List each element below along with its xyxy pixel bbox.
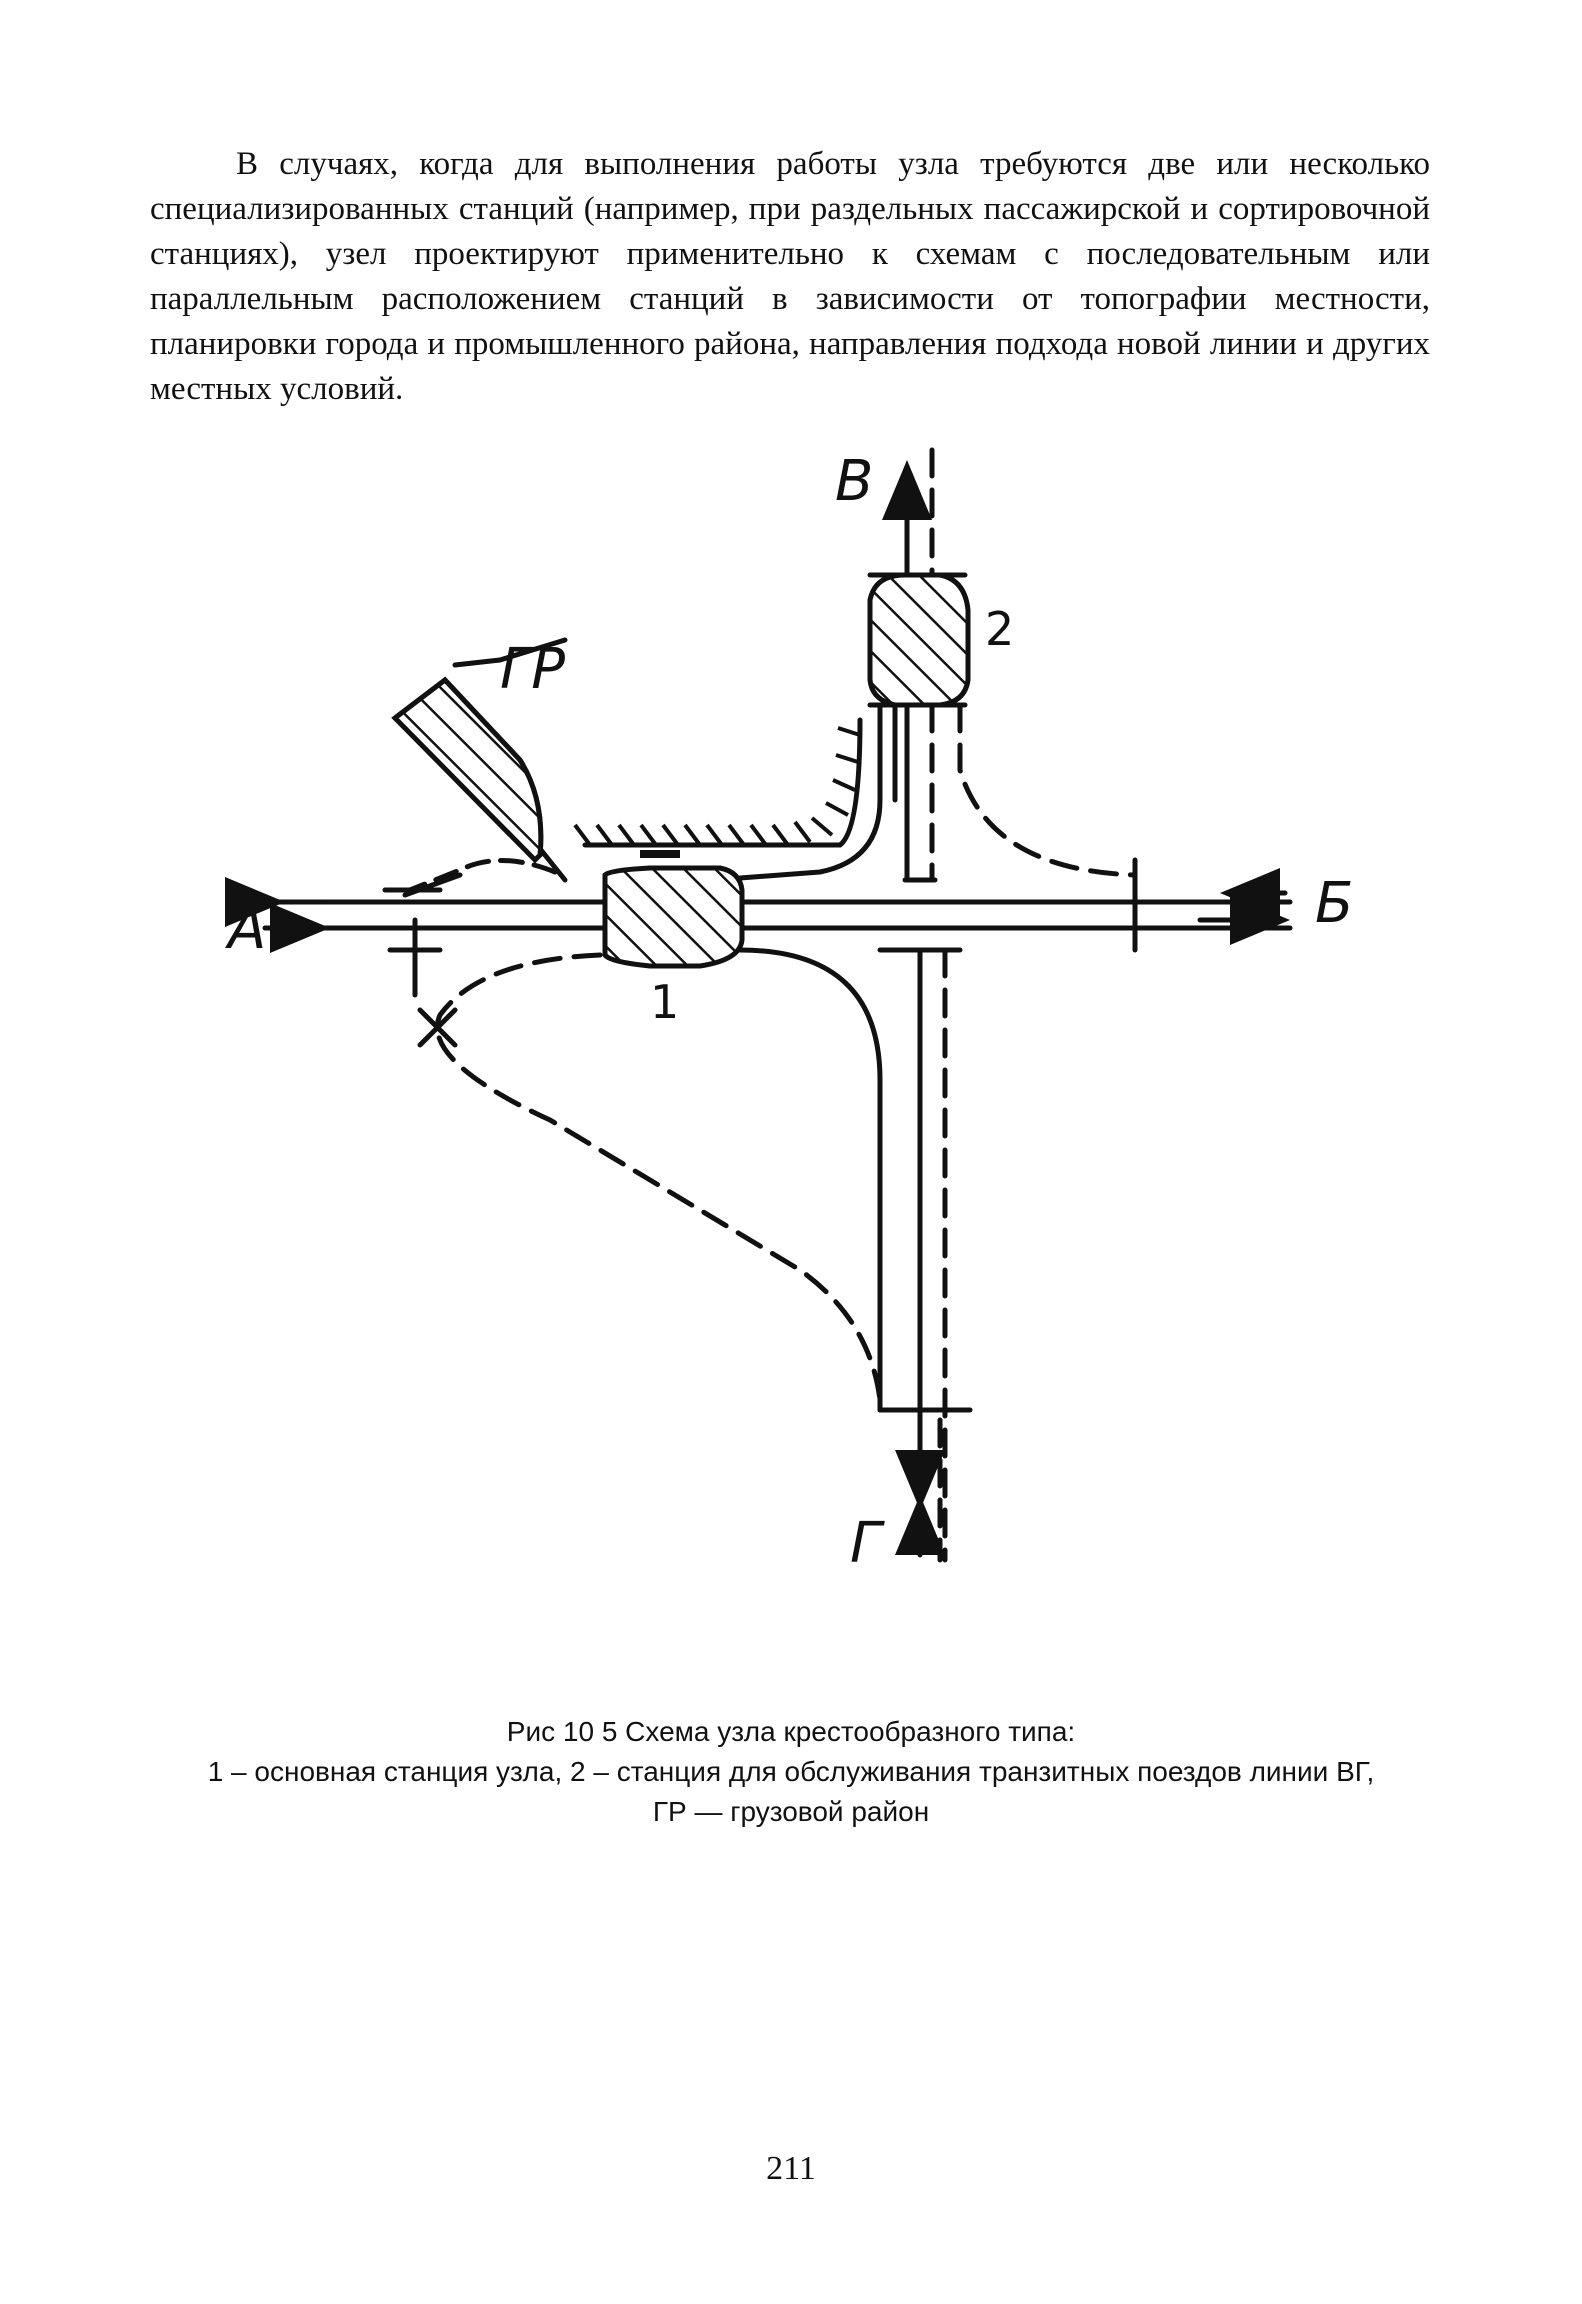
label-a: А <box>228 897 267 962</box>
figure-caption <box>100 1712 1482 1832</box>
dashed-curve-v-b <box>960 705 1135 875</box>
body-paragraph: В случаях, когда для выполнения работы узла требуются две или несколько специализированных станций (например, при раздельных пассажирской и сортировочной станциях), узел проектируют применительно к схемам с последовательным или параллельным расположением станций в зависимости от топографии местности, планировки города и промышленного района, направления подхода новой линии и других местных условий. <box>150 146 1430 407</box>
label-g: Г <box>850 1511 882 1576</box>
station-1 <box>605 868 742 966</box>
caption-title: Рис 10 5 Схема узла крестообразного типа: <box>506 1716 1076 1747</box>
caption-legend-2: ГР — грузовой район <box>652 1796 930 1827</box>
page-number: 211 <box>766 2150 816 2187</box>
caption-legend-1: 1 – основная станция узла, 2 – станция для обслуживания транзитных поездов линии ВГ, <box>207 1756 1375 1787</box>
freight-area <box>395 680 541 860</box>
label-v: В <box>835 449 874 514</box>
label-gr: ГР <box>500 637 565 702</box>
platform-mark <box>640 850 680 858</box>
label-station-2: 2 <box>985 602 1015 656</box>
label-station-1: 1 <box>650 975 680 1029</box>
embankment-ticks <box>575 728 860 845</box>
label-b: Б <box>1315 871 1354 936</box>
station-2 <box>870 575 968 705</box>
curve-a-to-g <box>740 950 880 1410</box>
